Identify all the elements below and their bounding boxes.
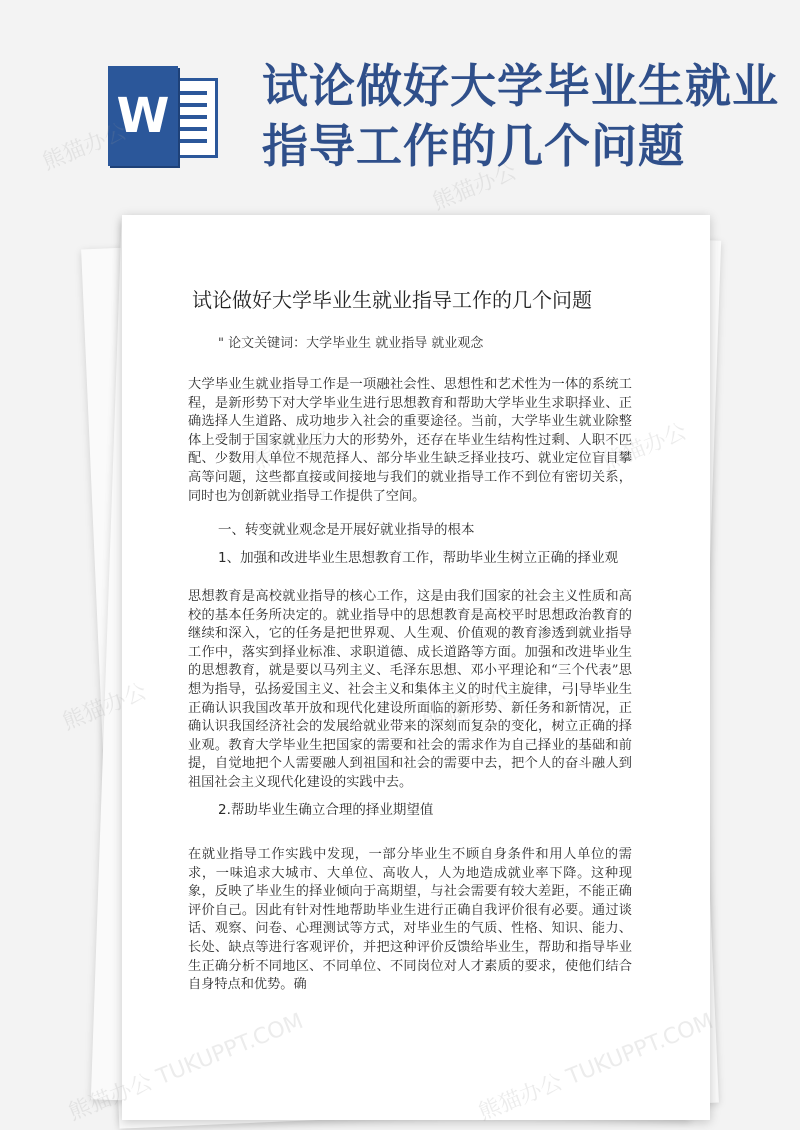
- paragraph-intro: 大学毕业生就业指导工作是一项融社会性、思想性和艺术性为一体的系统工程，是新形势下对大学毕业生进行思想教育和帮助大学毕业生求职择业、正确选择人生道路、成功地步入社会的重要途径。当前，大学毕业生就业除整体上受制于国家就业压力大的形势外，还存在毕业生结构性过剩、人职不匹配、少数用人单位不规范择人、部分毕业生缺乏择业技巧、就业定位盲目攀高等问题，这些都直接或间接地与我们的就业指导工作不到位有密切关系，同时也为创新就业指导工作提供了空间。: [188, 377, 632, 504]
- word-document-icon: [108, 66, 218, 166]
- document-title: 试论做好大学毕业生就业指导工作的几个问题: [192, 288, 592, 312]
- subsection-heading: 2.帮助毕业生确立合理的择业期望值: [218, 802, 434, 818]
- watermark: 熊猫办公: [429, 159, 521, 216]
- header-banner: [0, 0, 800, 200]
- banner-title: 试论做好大学毕业生就业指导工作的几个问题: [262, 59, 779, 173]
- section-heading: 一、转变就业观念是开展好就业指导的根本: [218, 522, 475, 538]
- paragraph-ideology: 思想教育是高校就业指导的核心工作，这是由我们国家的社会主义性质和高校的基本任务所决定的。就业指导中的思想教育是高校平时思想政治教育的继续和深入，它的任务是把世界观、人生观、价值观的教育渗透到就业指导工作中，落实到择业标准、求职道德、成长道路等方面。加强和改进毕业生的思想教育，就是要以马列主义、毛泽东思想、邓小平理论和“三个代表”思想为指导，弘扬爱国主义、社会主义和集体主义的时代主旋律，弓|导毕业生正确认识我国改革开放和现代化建设所面临的新形势、新任务和新情况，正确认识我国经济社会的发展给就业带来的深刻而复杂的变化，树立正确的择业观。教育大学毕业生把国家的需要和社会的需求作为自己择业的基础和前提，自觉地把个人需要融人到祖国和社会的需要中去，把个人的奋斗融人到祖国社会主义现代化建设的实践中去。: [188, 589, 632, 790]
- paragraph-expectation: 在就业指导工作实践中发现，一部分毕业生不顾自身条件和用人单位的需求，一味追求大城市、大单位、高收人，人为地造成就业率下降。这种现象，反映了毕业生的择业倾向于高期望，与社会需要有较大差距，不能正确评价自己。因此有针对性地帮助毕业生进行正确自我评价很有必要。通过谈话、观察、问卷、心理测试等方式，对毕业生的气质、性格、知识、能力、长处、缺点等进行客观评价，并把这种评价反馈给毕业生，帮助和指导毕业生正确分析不同地区、不同单位、不同岗位对人才素质的要求，使他们结合自身特点和优势。确: [188, 847, 632, 993]
- watermark: 熊猫办公: [39, 119, 131, 176]
- word-logo-letter: W: [108, 66, 178, 166]
- subsection-heading: 1、加强和改进毕业生思想教育工作，帮助毕业生树立正确的择业观: [218, 550, 619, 566]
- keywords-line: " 论文关键词：大学毕业生 就业指导 就业观念: [218, 336, 484, 351]
